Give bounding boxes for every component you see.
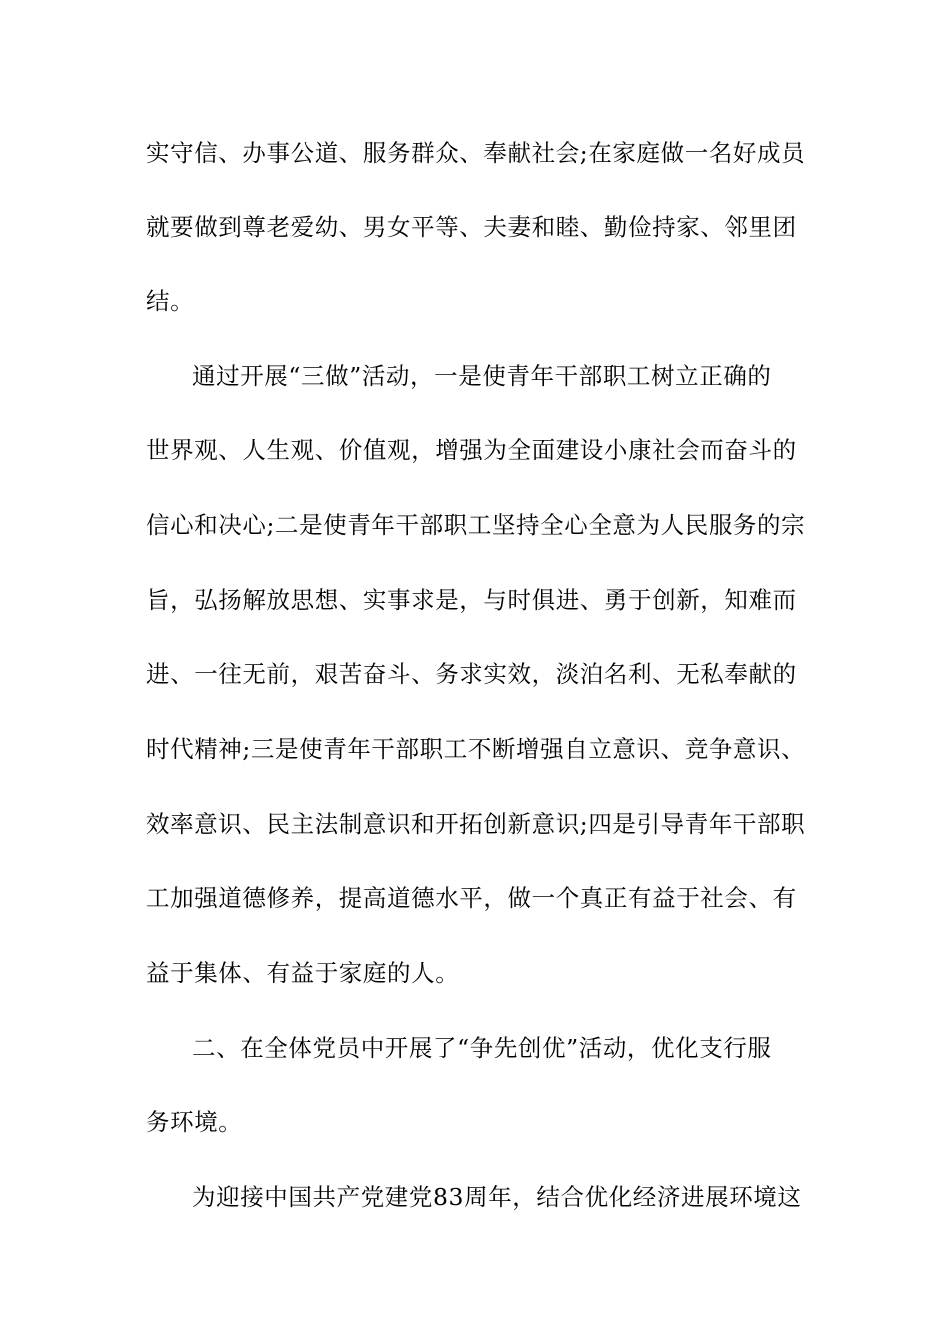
text-line-6: 信心和决心;二是使青年干部职工坚持全心全意为人民服务的宗 <box>146 511 806 539</box>
text-line-4: 通过开展“三做”活动，一是使青年干部职工树立正确的 <box>192 362 772 390</box>
text-line-13: 二、在全体党员中开展了“争先创优”活动，优化支行服 <box>192 1034 772 1062</box>
text-line-2: 就要做到尊老爱幼、男女平等、夫妻和睦、勤俭持家、邻里团 <box>146 213 797 241</box>
text-line-5: 世界观、人生观、价值观，增强为全面建设小康社会而奋斗的 <box>146 436 797 464</box>
text-line-1: 实守信、办事公道、服务群众、奉献社会;在家庭做一名好成员 <box>146 139 806 167</box>
text-line-12: 益于集体、有益于家庭的人。 <box>146 959 460 987</box>
text-line-7: 旨，弘扬解放思想、实事求是，与时俱进、勇于创新，知难而 <box>146 586 797 614</box>
text-line-8: 进、一往无前，艰苦奋斗、务求实效，淡泊名利、无私奉献的 <box>146 660 797 688</box>
text-line-11: 工加强道德修养，提高道德水平，做一个真正有益于社会、有 <box>146 884 797 912</box>
text-line-10: 效率意识、民主法制意识和开拓创新意识;四是引导青年干部职 <box>146 810 806 838</box>
text-line-14: 务环境。 <box>146 1108 243 1136</box>
text-line-3: 结。 <box>146 287 195 315</box>
text-line-9: 时代精神;三是使青年干部职工不断增强自立意识、竞争意识、 <box>146 735 806 763</box>
text-line-15: 为迎接中国共产党建党83周年，结合优化经济进展环境这 <box>192 1183 802 1211</box>
